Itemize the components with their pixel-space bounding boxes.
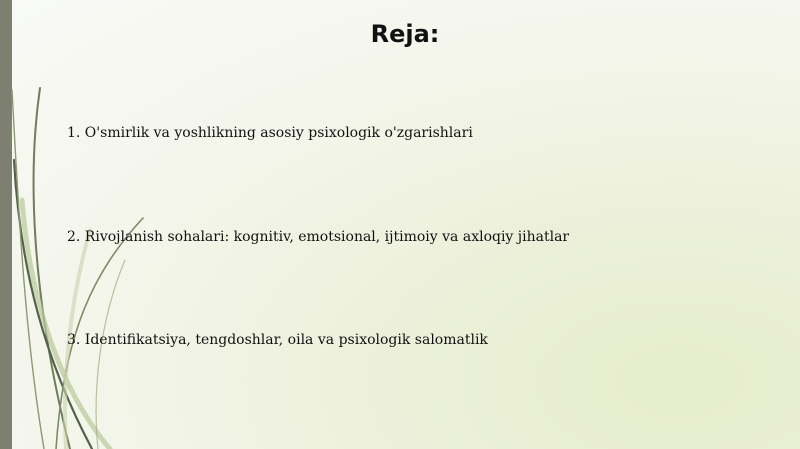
plan-item-1: 1. O'smirlik va yoshlikning asosiy psixologik o'zgarishlari [67, 125, 473, 141]
plan-item-2: 2. Rivojlanish sohalari: kognitiv, emotsional, ijtimoiy va axloqiy jihatlar [67, 229, 570, 245]
plan-item-3: 3. Identifikatsiya, tengdoshlar, oila va psixologik salomatlik [67, 332, 488, 348]
grass-decoration [0, 0, 170, 449]
grass-blade [96, 260, 125, 449]
slide-title: Reja: [370, 20, 440, 48]
